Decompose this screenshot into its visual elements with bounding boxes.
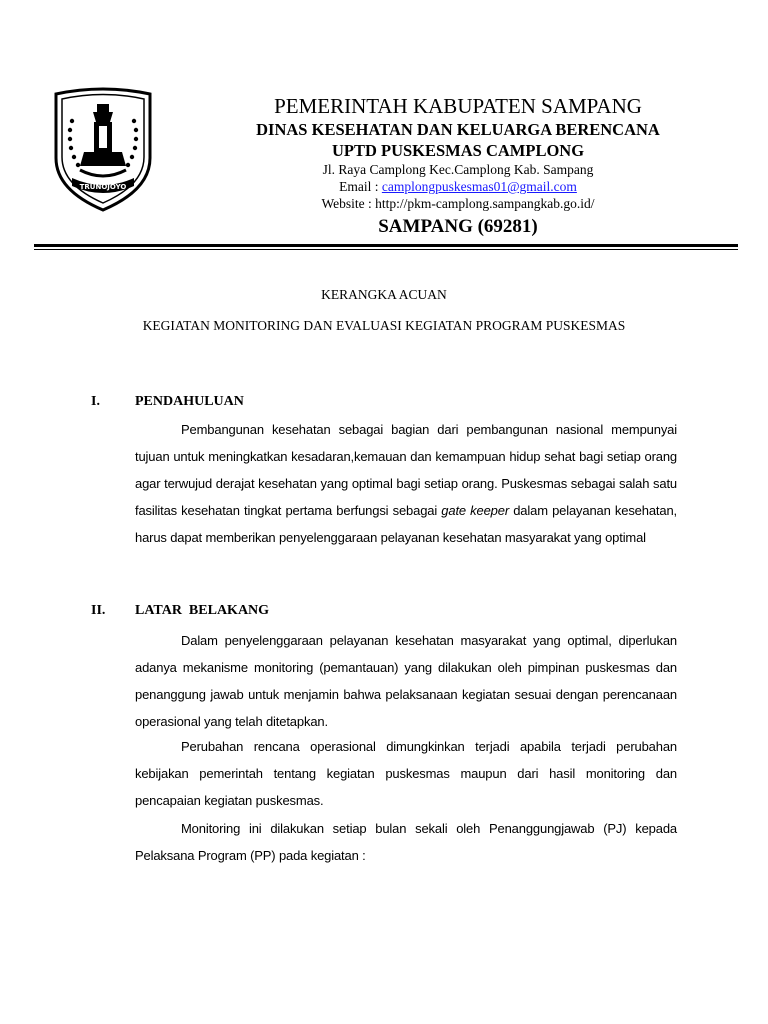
emblem-motto: TRUNOJOYO: [79, 183, 127, 191]
paragraph: Dalam penyelenggaraan pelayanan kesehatan masyarakat yang optimal, diperlukan adanya mekanisme monitoring (pemantauan) yang dilakukan oleh pimpinan puskesmas dan penanggung jawab untuk menjamin bahwa pelaksanaan kegiatan sesuai dengan perencanaan operasional yang telah ditetapkan.: [135, 633, 677, 729]
regency-emblem-logo: [50, 86, 156, 214]
section-heading-pendahuluan: [91, 394, 244, 410]
section-heading-latar-belakang: [91, 603, 269, 619]
email-link[interactable]: camplongpuskesmas01@gmail.com: [381, 179, 577, 194]
letterhead: [168, 93, 748, 240]
paragraph-text: dalam pelayanan kesehatan, harus dapat memberikan penyelenggaraan pelayanan kesehatan masyarakat yang optimal: [135, 503, 678, 545]
section-title: LATAR BELAKANG: [135, 603, 270, 618]
website: Website : http://pkm-camplong.sampangkab.go.id/: [321, 196, 595, 211]
section-number: II.: [91, 603, 106, 618]
italic-term: gate keeper: [441, 503, 510, 518]
unit-name: UPTD PUSKESMAS CAMPLONG: [331, 141, 585, 160]
paragraph: Monitoring ini dilakukan setiap bulan sekali oleh Penanggungjawab (PJ) kepada Pelaksana Program (PP) pada kegiatan :: [135, 821, 677, 863]
government-name: PEMERINTAH KABUPATEN SAMPANG: [274, 94, 642, 118]
email-label: Email :: [339, 179, 382, 194]
letterhead-divider-thin: [34, 249, 738, 250]
department-name: DINAS KESEHATAN DAN KELUARGA BERENCANA: [256, 120, 660, 139]
letterhead-divider-thick: [34, 244, 738, 247]
paragraph-text: Pembangunan kesehatan sebagai bagian dari pembangunan nasional mempunyai tujuan untuk meningkatkan kesadaran,kemauan dan kemampuan hidup sehat bagi setiap orang agar terwujud derajat kesehatan yang optimal bagi setiap orang. Puskesmas sebagai salah satu fasilitas kesehatan tingkat pertama berfungsi sebagai: [135, 422, 677, 518]
email-line: [168, 178, 748, 195]
document-subtitle: KEGIATAN MONITORING DAN EVALUASI KEGIATAN PROGRAM PUSKESMAS: [142, 318, 626, 333]
paragraph: [135, 416, 677, 551]
document-title: KERANGKA ACUAN: [321, 287, 447, 302]
section-title: PENDAHULUAN: [135, 394, 244, 409]
address: Jl. Raya Camplong Kec.Camplong Kab. Sampang: [322, 162, 594, 177]
section-number: I.: [91, 394, 100, 409]
city-postcode: SAMPANG (69281): [378, 216, 538, 237]
paragraph: Perubahan rencana operasional dimungkinkan terjadi apabila terjadi perubahan kebijakan pemerintah tentang kegiatan puskesmas maupun dari hasil monitoring dan pencapaian kegiatan puskesmas.: [135, 739, 677, 808]
